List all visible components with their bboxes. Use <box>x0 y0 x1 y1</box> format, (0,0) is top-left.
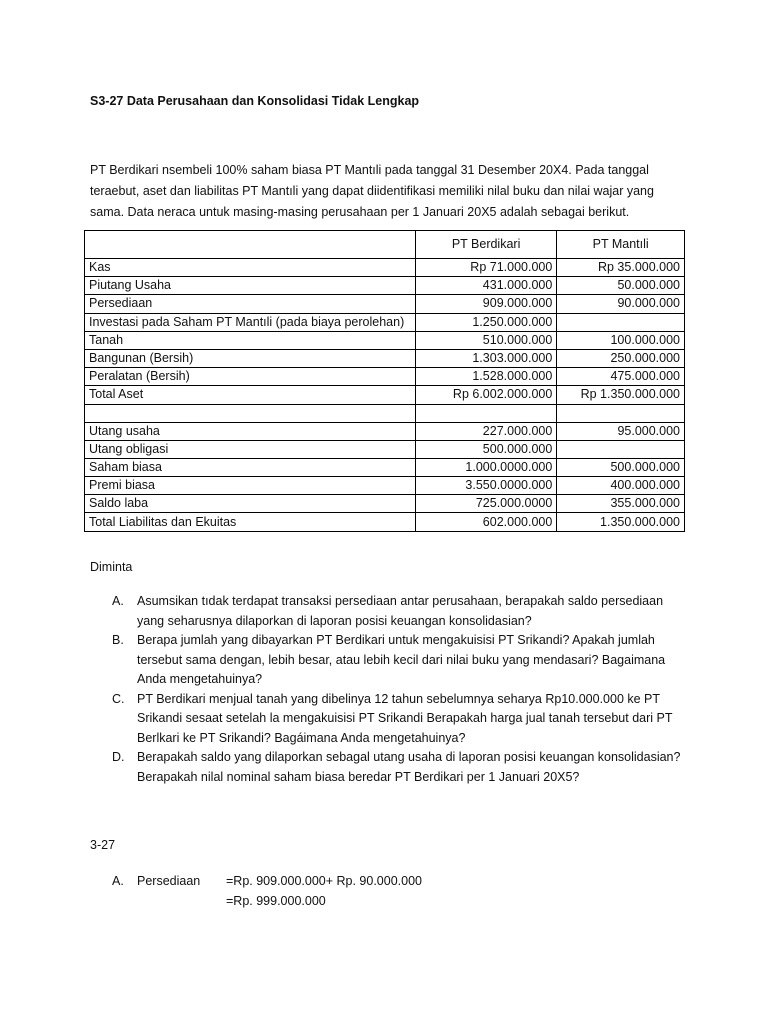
mantili-value: 355.000.000 <box>557 495 685 513</box>
row-label: Peralatan (Bersih) <box>85 368 416 386</box>
requirement-letter: D. <box>112 750 125 764</box>
mantili-value: 500.000.000 <box>557 458 685 476</box>
table-header-row <box>85 231 685 259</box>
requirements-heading: Diminta <box>90 560 133 574</box>
berdikari-value: 510.000.000 <box>415 331 556 349</box>
requirements-list <box>90 592 690 787</box>
berdikari-value: 500.000.000 <box>415 440 556 458</box>
table-row <box>85 495 685 513</box>
berdikari-value: 1.528.000.000 <box>415 368 556 386</box>
requirement-item <box>90 690 690 749</box>
table-row <box>85 440 685 458</box>
table-row <box>85 368 685 386</box>
answer-line: =Rp. 909.000.000+ Rp. 90.000.000 <box>226 874 422 888</box>
requirement-letter: C. <box>112 691 125 706</box>
requirement-item <box>90 631 690 690</box>
mantili-value: 95.000.000 <box>557 422 685 440</box>
mantili-value: 100.000.000 <box>557 331 685 349</box>
answer-line: =Rp. 999.000.000 <box>226 893 326 908</box>
column-header-berdikari: PT Berdikari <box>415 231 556 259</box>
assets-section <box>85 259 685 405</box>
intro-line: sama. Data neraca untuk masing-masing perusahaan per 1 Januari 20X5 adalah sebagai berikut. <box>90 205 630 219</box>
row-label: Persediaan <box>85 295 416 313</box>
balance-sheet-table <box>84 230 685 532</box>
row-label: Investasi pada Saham PT Mantıli (pada biaya perolehan) <box>85 313 416 331</box>
berdikari-value: 1.303.000.000 <box>415 349 556 367</box>
berdikari-value: 431.000.000 <box>415 277 556 295</box>
intro-paragraph <box>90 160 690 223</box>
requirement-line: Berlkari ke PT Srikandi? Bagáimana Anda mengetahuinya? <box>137 730 466 745</box>
berdikari-value: 1.000.0000.000 <box>415 458 556 476</box>
row-label: Utang obligasi <box>85 440 416 458</box>
row-label: Piutang Usaha <box>85 277 416 295</box>
requirement-line: Srikandi sesaat setelah la mengakuisisi PT Srikandi Berapakah harga jual tanah tersebut dari PT <box>137 711 673 725</box>
spacer-row <box>85 404 685 422</box>
intro-line: teraebut, aset dan liabilitas PT Mantıli yang dapat diidentifikasi memiliki nilal buku dan nilai wajar yang <box>90 184 654 198</box>
requirement-line: Berapa jumlah yang dibayarkan PT Berdikari untuk mengakuisisi PT Srikandi? Apakah jumlah <box>137 633 655 647</box>
liabilities-section <box>85 422 685 531</box>
mantili-value: 1.350.000.000 <box>557 513 685 531</box>
requirement-line: PT Berdikari menjual tanah yang dibelinya 12 tahun sebelumnya seharya Rp10.000.000 ke PT <box>137 691 661 706</box>
spacer-section <box>85 404 685 422</box>
column-header-account <box>85 231 416 259</box>
mantili-value: 475.000.000 <box>557 368 685 386</box>
row-label: Saldo laba <box>85 495 416 513</box>
berdikari-value: 909.000.000 <box>415 295 556 313</box>
berdikari-value: 725.000.0000 <box>415 495 556 513</box>
table-row <box>85 277 685 295</box>
answer-letter: A. <box>112 874 124 888</box>
spacer-cell <box>415 404 556 422</box>
row-label: Total Liabilitas dan Ekuitas <box>85 513 416 531</box>
mantili-value <box>557 440 685 458</box>
mantili-value: 250.000.000 <box>557 349 685 367</box>
requirement-line: Asumsikan tıdak terdapat transaksi persediaan antar perusahaan, berapakah saldo persediaan <box>137 594 664 608</box>
berdikari-value: 1.250.000.000 <box>415 313 556 331</box>
page-title: S3-27 Data Perusahaan dan Konsolidasi Tidak Lengkap <box>90 94 420 108</box>
spacer-cell <box>557 404 685 422</box>
answer-label: Persediaan <box>137 874 201 888</box>
row-label: Saham biasa <box>85 458 416 476</box>
berdikari-value: Rp 6.002.000.000 <box>415 386 556 404</box>
intro-line: PT Berdikari nsembeli 100% saham biasa PT Mantıli pada tanggal 31 Desember 20X4. Pada tanggal <box>90 163 649 177</box>
requirement-line: yang seharusnya dilaporkan di laporan posisi keuangan konsolidasian? <box>137 613 532 628</box>
requirement-item <box>90 592 690 631</box>
mantili-value: 90.000.000 <box>557 295 685 313</box>
requirement-letter: B. <box>112 633 124 647</box>
table-row <box>85 331 685 349</box>
spacer-cell <box>85 404 416 422</box>
table-row <box>85 458 685 476</box>
row-label: Bangunan (Bersih) <box>85 349 416 367</box>
row-label: Total Aset <box>85 386 416 404</box>
answer-heading: 3-27 <box>90 838 116 852</box>
requirement-line: tersebut sama dengan, lebih besar, atau lebih kecil dari nilai buku yang mendasari? Bagaimana <box>137 652 666 667</box>
table-row <box>85 386 685 404</box>
mantili-value: 50.000.000 <box>557 277 685 295</box>
table-row <box>85 477 685 495</box>
mantili-value <box>557 313 685 331</box>
column-header-mantili: PT Mantıli <box>557 231 685 259</box>
table-row <box>85 349 685 367</box>
requirement-line: Berapakah nilal nominal saham biasa beredar PT Berdikari per 1 Januari 20X5? <box>137 769 580 784</box>
table-row <box>85 513 685 531</box>
requirement-line: Anda mengetahuinya? <box>137 672 263 686</box>
row-label: Kas <box>85 259 416 277</box>
requirement-letter: A. <box>112 594 124 608</box>
row-label: Premi biasa <box>85 477 416 495</box>
table-row <box>85 313 685 331</box>
row-label: Tanah <box>85 331 416 349</box>
table-row <box>85 259 685 277</box>
berdikari-value: 3.550.0000.000 <box>415 477 556 495</box>
mantili-value: Rp 35.000.000 <box>557 259 685 277</box>
table-row <box>85 422 685 440</box>
berdikari-value: 602.000.000 <box>415 513 556 531</box>
mantili-value: Rp 1.350.000.000 <box>557 386 685 404</box>
table-row <box>85 295 685 313</box>
berdikari-value: Rp 71.000.000 <box>415 259 556 277</box>
row-label: Utang usaha <box>85 422 416 440</box>
berdikari-value: 227.000.000 <box>415 422 556 440</box>
mantili-value: 400.000.000 <box>557 477 685 495</box>
requirement-line: Berapakah saldo yang dilaporkan sebagal utang usaha di laporan posisi keuangan konsolidasian? <box>137 750 681 764</box>
requirement-item <box>90 748 690 787</box>
